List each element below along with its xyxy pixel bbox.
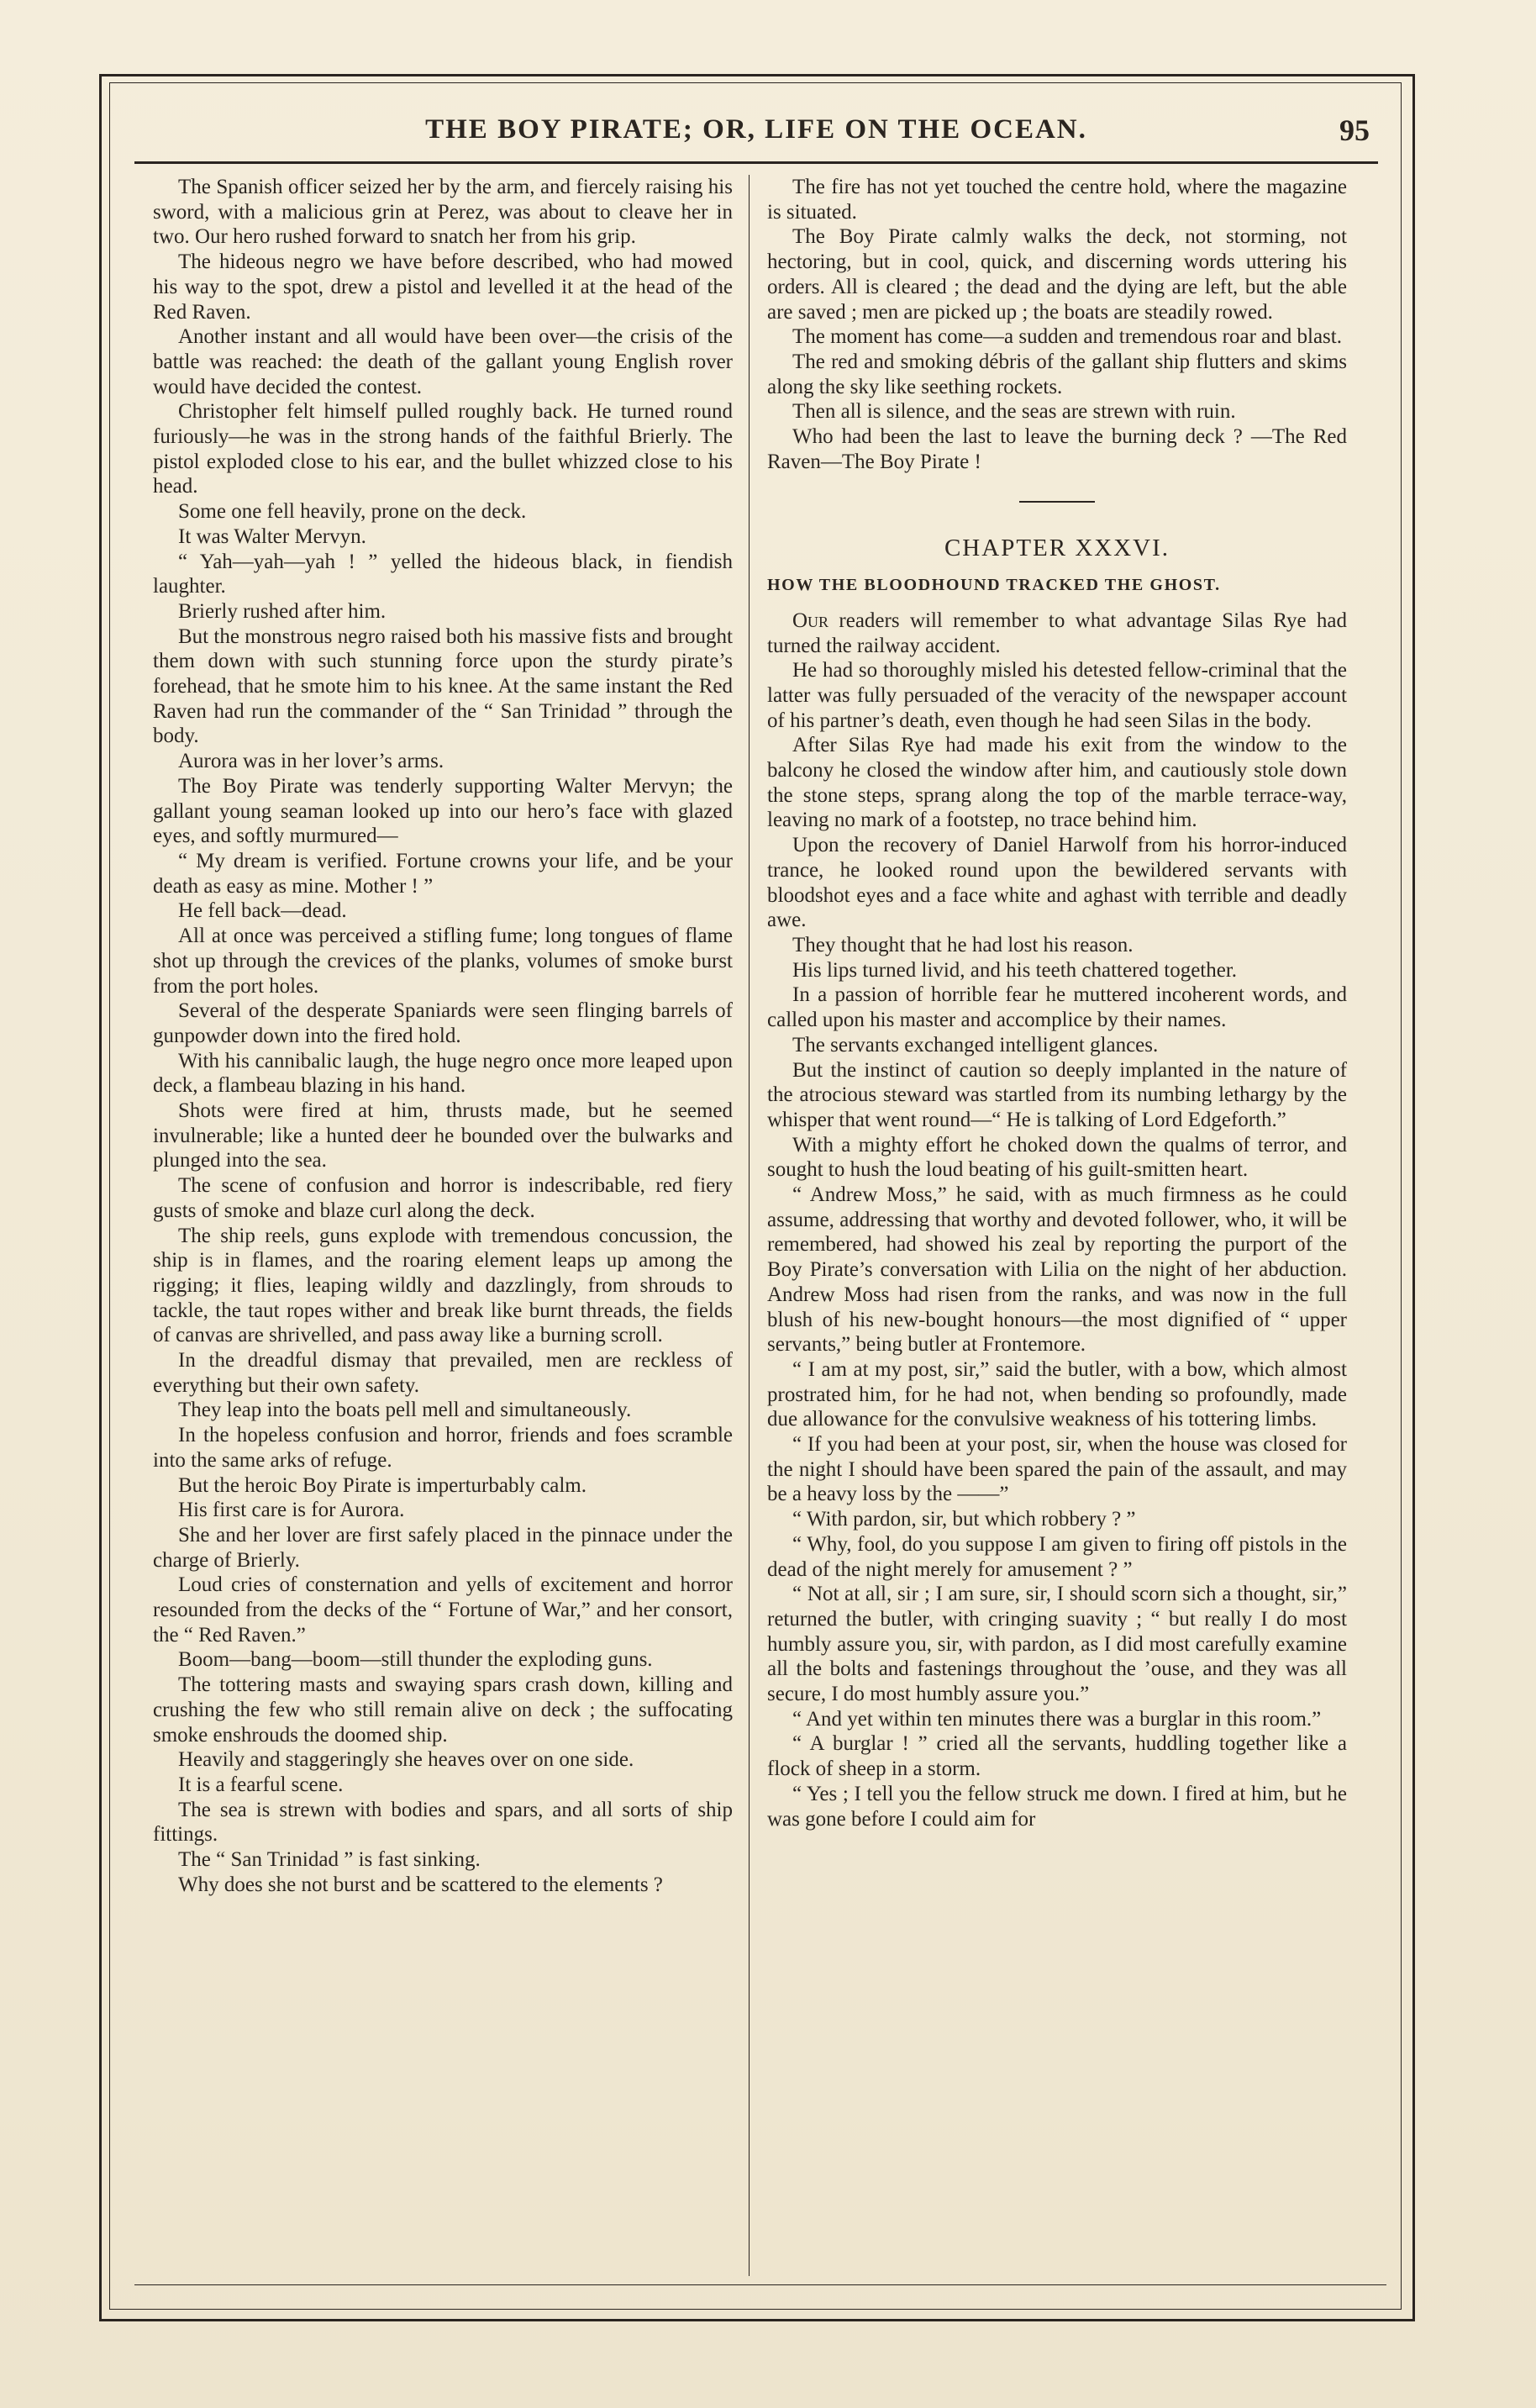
paragraph: Loud cries of consternation and yells of excitement and horror resounded from the decks of the “ Fortune of War,” and her consort, the “ Red Raven.” [153,1573,733,1647]
paragraph: In the dreadful dismay that prevailed, men are reckless of everything but their own safety. [153,1349,733,1397]
section-ornament-rule [1019,501,1095,503]
paragraph: Several of the desperate Spaniards were seen flinging barrels of gunpowder down into the fired hold. [153,999,733,1047]
paragraph: “ A burglar ! ” cried all the servants, huddling together like a flock of sheep in a storm. [767,1732,1347,1781]
paragraph: In the hopeless confusion and horror, friends and foes scramble into the same arks of refuge. [153,1424,733,1472]
chapter-opening-word: Our [792,609,829,632]
paragraph: Brierly rushed after him. [178,599,387,623]
page-number: 95 [1339,113,1370,147]
paragraph: “ If you had been at your post, sir, when the house was closed for the night I should have been spared the pain of the assault, and may be a heavy loss by the ——” [767,1433,1347,1506]
chapter-opening-paragraph [767,609,1347,658]
paragraph: It was Walter Mervyn. [178,524,366,548]
left-column [153,175,733,2268]
paragraph: “ Why, fool, do you suppose I am given to firing off pistols in the dead of the night merely for amusement ? ” [767,1532,1347,1581]
paragraph: With a mighty effort he choked down the qualms of terror, and sought to hush the loud beating of his guilt-smitten heart. [767,1133,1347,1182]
paragraph: But the heroic Boy Pirate is imperturbably calm. [178,1473,587,1497]
paragraph: The fire has not yet touched the centre hold, where the magazine is situated. [767,176,1347,224]
paragraph: Christopher felt himself pulled roughly back. He turned round furiously—he was in the strong hands of the faithful Brierly. The pistol exploded close to his ear, and the bullet whizzed close to his head. [153,400,733,498]
paragraph: The servants exchanged intelligent glances. [792,1033,1159,1056]
paragraph: The ship reels, guns explode with tremendous concussion, the ship is in flames, and the roaring element leaps up among the rigging; it flies, leaping wildly and dazzlingly, from shrouds to tackle, the taut ropes wither and break like burnt threads, the fields of canvas are shrivelled, and pass away like a burning scroll. [153,1224,733,1347]
paragraph: “ Andrew Moss,” he said, with as much firmness as he could assume, addressing that worthy and devoted follower, who, it will be remembered, had showed his zeal by reporting the purport of the Boy Pirate’s conversation with Lilia on the night of her abduction. Andrew Moss had risen from the ranks, and was now in the full blush of his new-bought honours—the most dignified of “ upper servants,” being butler at Frontemore. [767,1183,1347,1357]
paragraph: “ With pardon, sir, but which robbery ? ” [792,1508,1136,1531]
paragraph: His lips turned livid, and his teeth chattered together. [792,958,1238,982]
paragraph: “ Yah—yah—yah ! ” yelled the hideous black, in fiendish laughter. [153,550,733,598]
paragraph: They leap into the boats pell mell and simultaneously. [178,1399,632,1422]
paragraph: The sea is strewn with bodies and spars, and all sorts of ship fittings. [153,1798,733,1847]
paragraph: “ And yet within ten minutes there was a burglar in this room.” [792,1707,1322,1731]
right-column-chapter-text [767,658,1347,1831]
paragraph: All at once was perceived a stifling fume; long tongues of flame shot up through the crevices of the planks, volumes of smoke burst from the port holes. [153,925,733,998]
paragraph: In a passion of horrible fear he muttered incoherent words, and called upon his master and accomplice by their names. [767,983,1347,1032]
paragraph: It is a fearful scene. [178,1773,344,1796]
paragraph: He had so thoroughly misled his detested fellow-criminal that the latter was fully persuaded of the veracity of the newspaper account of his partner’s death, even though he had seen Silas in the body. [767,659,1347,732]
paragraph: Shots were fired at him, thrusts made, but he seemed invulnerable; like a hunted deer he bounded over the bulwarks and plunged into the sea. [153,1099,733,1172]
paragraph: Some one fell heavily, prone on the deck. [178,500,527,524]
paragraph: Then all is silence, and the seas are strewn with ruin. [792,400,1236,424]
paragraph: Upon the recovery of Daniel Harwolf from his horror-induced trance, he looked round upon the bewildered servants with bloodshot eyes and a face white and aghast with terrible and deadly awe. [767,834,1347,932]
paragraph: Why does she not burst and be scattered to the elements ? [178,1873,663,1896]
header-rule [134,161,1378,164]
paragraph: The Boy Pirate calmly walks the deck, not storming, not hectoring, but in cool, quick, and discerning words uttering his orders. All is cleared ; the dead and the dying are left, but the able are saved ; men are picked up ; the boats are steadily rowed. [767,225,1347,324]
right-column-top-text [767,175,1347,474]
paragraph: “ Not at all, sir ; I am sure, sir, I should scorn sich a thought, sir,” returned the butler, with cringing suavity ; “ but really I do most humbly assure you, sir, with pardon, as I did most carefully examine all the bolts and fastenings throughout the ’ouse, and they was all secure, I do most humbly assure you.” [767,1583,1347,1706]
paragraph: Boom—bang—boom—still thunder the exploding guns. [178,1648,653,1672]
paragraph: The scene of confusion and horror is indescribable, red fiery gusts of smoke and blaze curl along the deck. [153,1174,733,1222]
paragraph: “ I am at my post, sir,” said the butler, with a bow, which almost prostrated him, for he had not, when bending so profoundly, made due allowance for the convulsive weakness of his tottering limbs. [767,1357,1347,1431]
paragraph: The Spanish officer seized her by the arm, and fiercely raising his sword, with a malicious grin at Perez, was about to cleave her in two. Our hero rushed forward to snatch her from his grip. [153,176,733,249]
chapter-opening-text: readers will remember to what advantage Silas Rye had turned the railway accident. [767,609,1347,657]
paragraph: They thought that he had lost his reason. [792,933,1134,956]
paragraph: The moment has come—a sudden and tremendous roar and blast. [792,325,1342,349]
paragraph: But the instinct of caution so deeply implanted in the nature of the atrocious steward was startled from its numbing lethargy by the whisper that went round—“ He is talking of Lord Edgeforth.” [767,1058,1347,1131]
chapter-title: CHAPTER XXXVI. [944,535,1170,562]
paragraph: With his cannibalic laugh, the huge negro once more leaped upon deck, a flambeau blazing in his hand. [153,1049,733,1098]
paragraph: The hideous negro we have before described, who had mowed his way to the spot, drew a pistol and levelled it at the head of the Red Raven. [153,250,733,324]
paragraph: She and her lover are first safely placed in the pinnace under the charge of Brierly. [153,1523,733,1572]
right-column [767,175,1347,2268]
running-header [134,111,1378,151]
running-title: THE BOY PIRATE; OR, LIFE ON THE OCEAN. [425,114,1087,145]
paragraph: Another instant and all would have been over—the crisis of the battle was reached: the death of the gallant young English rover would have decided the contest. [153,325,733,398]
chapter-subtitle: HOW THE BLOODHOUND TRACKED THE GHOST. [767,576,1221,595]
paragraph: The “ San Trinidad ” is fast sinking. [178,1848,481,1872]
paragraph: Aurora was in her lover’s arms. [178,750,444,773]
paragraph: Who had been the last to leave the burning deck ? —The Red Raven—The Boy Pirate ! [767,425,1347,473]
column-divider [749,175,750,2276]
paragraph: The Boy Pirate was tenderly supporting Walter Mervyn; the gallant young seaman looked up into our hero’s face with glazed eyes, and softly murmured— [153,774,733,848]
paragraph: After Silas Rye had made his exit from the window to the balcony he closed the window after him, and cautiously stole down the stone steps, sprang along the top of the marble terrace-way, leaving no mark of a footstep, no trace behind him. [767,734,1347,832]
paragraph: “ My dream is verified. Fortune crowns your life, and be your death as easy as mine. Mother ! ” [153,849,733,898]
paragraph: The red and smoking débris of the gallant ship flutters and skims along the sky like seething rockets. [767,350,1347,398]
paragraph: His first care is for Aurora. [178,1499,405,1522]
paragraph: He fell back—dead. [178,899,347,923]
paragraph: But the monstrous negro raised both his massive fists and brought them down with such stunning force upon the sturdy pirate’s forehead, that he smote him to his knee. At the same instant the Red Raven had run the commander of the “ San Trinidad ” through the body. [153,624,733,748]
paragraph: Heavily and staggeringly she heaves over on one side. [178,1748,634,1772]
paragraph: The tottering masts and swaying spars crash down, killing and crushing the few who still remain alive on deck ; the suffocating smoke enshrouds the doomed ship. [153,1673,733,1747]
paragraph: “ Yes ; I tell you the fellow struck me down. I fired at him, but he was gone before I could aim for [767,1782,1347,1831]
footer-rule [134,2284,1386,2285]
